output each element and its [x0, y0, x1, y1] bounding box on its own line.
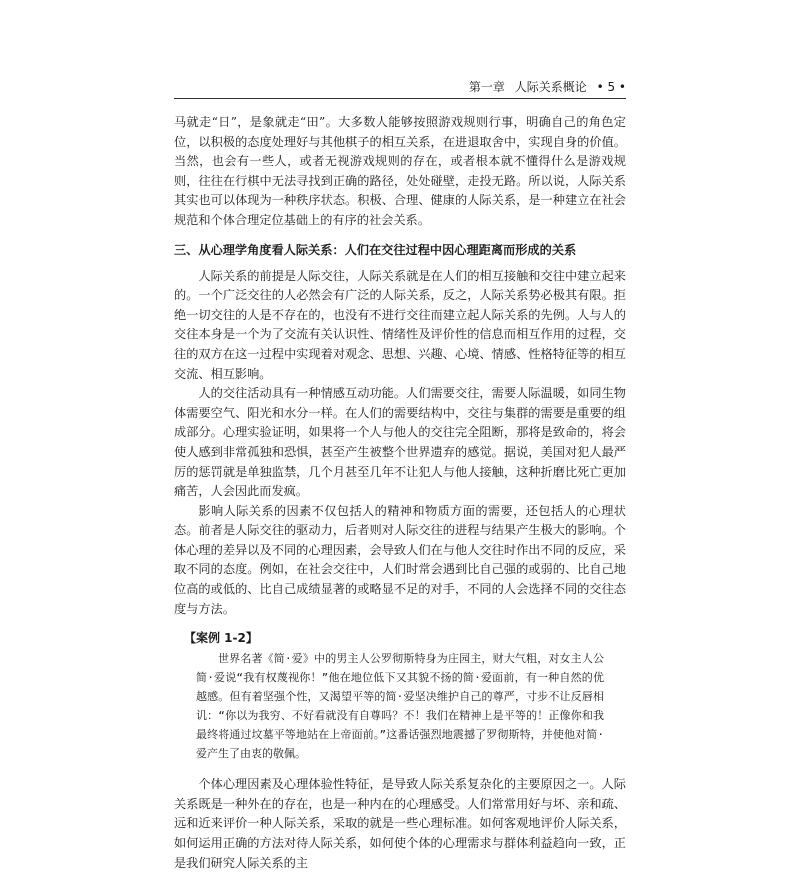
page-body	[174, 113, 626, 873]
chapter-title: 人际关系概论	[514, 80, 587, 94]
case-text: 世界名著《简·爱》中的男主人公罗彻斯特身为庄园主，财大气粗，对女主人公简·爱说“我有权蔑视你！”他在地位低下又其貌不扬的简·爱面前，有一种自然的优越感。但有着坚强个性，又渴望平等的简·爱坚决维护自己的尊严，寸步不让反唇相讥：“你以为我穷、不好看就没有自尊吗？不！我们在精神上是平等的！正像你和我最终将通过坟墓平等地站在上帝面前。”这番话强烈地震撼了罗彻斯特，并使他对简·爱产生了由衷的敬佩。	[196, 652, 604, 761]
paragraph: 人际关系的前提是人际交往，人际关系就是在人们的相互接触和交往中建立起来的。一个广泛交往的人必然会有广泛的人际关系，反之，人际关系势必极其有限。拒绝一切交往的人是不存在的，也没有不进行交往而建立起人际关系的先例。人与人的交往本身是一个为了交流有关认识性、情绪性及评价性的信息而相互作用的过程，交往的双方在这一过程中实现着对观念、思想、兴趣、心境、情感、性格特征等的相互交流、相互影响。	[174, 268, 626, 381]
chapter-number: 第一章	[468, 80, 505, 94]
page-number: • 5 •	[596, 80, 626, 94]
section-heading: 三、从心理学角度看人际关系：人们在交往过程中因心理距离而形成的关系	[174, 242, 577, 257]
paragraph: 人的交往活动具有一种情感互动功能。人们需要交往，需要人际温暖，如同生物体需要空气、阳光和水分一样。在人们的需要结构中，交往与集群的需要是重要的组成部分。心理实验证明，如果将一个人与他人的交往完全阻断，那将是致命的，将会使人感到非常孤独和恐惧，甚至产生被整个世界遗弃的感觉。据说，美国对犯人最严厉的惩罚就是单独监禁，几个月甚至几年不让犯人与他人接触，这种折磨比死亡更加痛苦，人会因此而发疯。	[174, 386, 626, 499]
case-label: 【案例 1-2】	[184, 631, 258, 646]
paragraph-continued: 马就走“日”，是象就走“田”。大多数人能够按照游戏规则行事，明确自己的角色定位，以积极的态度处理好与其他棋子的相互关系，在进退取舍中，实现自身的价值。当然，也会有一些人，或者无视游戏规则的存在，或者根本就不懂得什么是游戏规则，往往在行棋中无法寻找到正确的路径，处处碰壁，走投无路。所以说，人际关系其实也可以体现为一种秩序状态。积极、合理、健康的人际关系，是一种建立在社会规范和个体合理定位基础上的有序的社会关系。	[174, 115, 626, 227]
running-header	[174, 78, 626, 99]
paragraph: 影响人际关系的因素不仅包括人的精神和物质方面的需要，还包括人的心理状态。前者是人际交往的驱动力，后者则对人际交往的进程与结果产生极大的影响。个体心理的差异以及不同的心理因素，会导致人们在与他人交往时作出不同的反应，采取不同的态度。例如，在社会交往中，人们时常会遇到比自己强的或弱的、比自己地位高的或低的、比自己成绩显著的或略显不足的对手，不同的人会选择不同的交往态度与方法。	[174, 503, 626, 616]
paragraph: 个体心理因素及心理体验性特征，是导致人际关系复杂化的主要原因之一。人际关系既是一种外在的存在，也是一种内在的心理感受。人们常常用好与坏、亲和疏、远和近来评价一种人际关系，采取的就是一些心理标准。如何客观地评价人际关系，如何运用正确的方法对待人际关系，如何使个体的心理需求与群体利益趋向一致，正是我们研究人际关系的主	[174, 777, 626, 870]
